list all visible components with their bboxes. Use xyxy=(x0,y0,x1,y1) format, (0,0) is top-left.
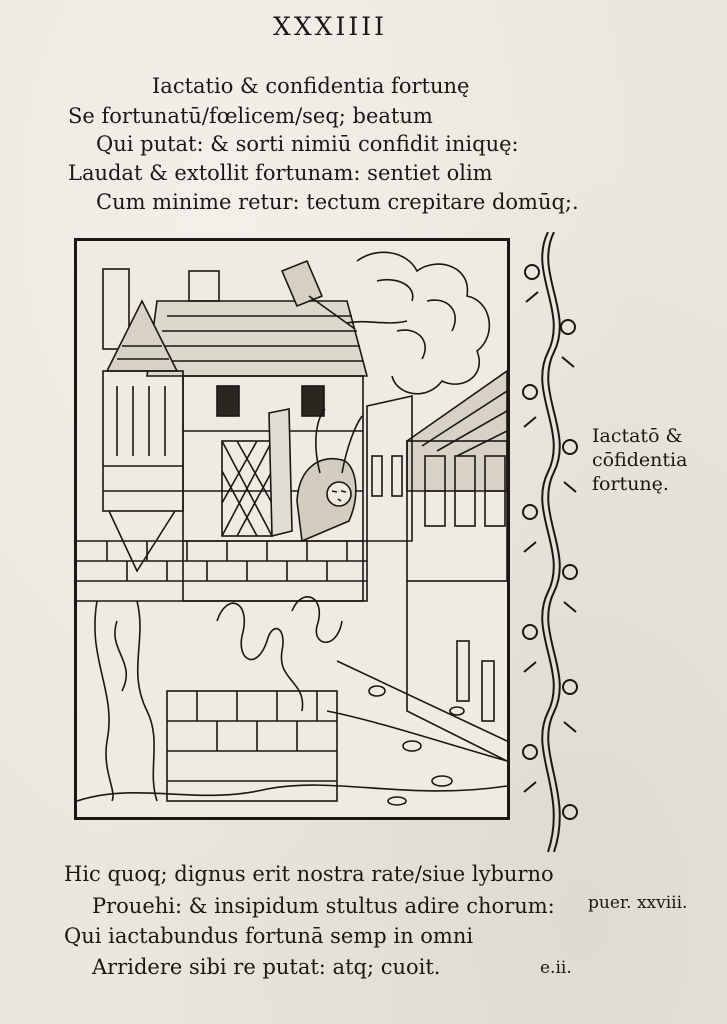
verse-line: Qui iactabundus fortunā semp in omni xyxy=(64,924,474,948)
verse-line: Prouehi: & insipidum stultus adire chorum: xyxy=(92,894,555,918)
verse-line: Laudat & extollit fortunam: sentiet olim xyxy=(68,161,493,185)
folio-number: XXXIIII xyxy=(273,12,387,41)
margin-note-line: Iactatō & xyxy=(592,425,683,447)
verse-line: Cum minime retur: tectum crepitare domūq;. xyxy=(96,190,579,214)
margin-note-line: fortunę. xyxy=(592,472,669,495)
heading: Iactatio & confidentia fortunę xyxy=(152,74,470,98)
verse-line: Se fortunatū/fœlicem/seq; beatum xyxy=(68,104,433,128)
verse-line: Qui putat: & sorti nimiū confidit iniquę: xyxy=(96,132,519,156)
verse-line: Hic quoq; dignus erit nostra rate/siue lyburno xyxy=(64,862,554,886)
margin-note-line: cōfidentia xyxy=(592,448,688,471)
verse-line: Arridere sibi re putat: atq; cuoit. xyxy=(92,955,441,979)
signature-mark: e.ii. xyxy=(540,958,572,978)
margin-reference: puer. xxviii. xyxy=(588,893,688,913)
